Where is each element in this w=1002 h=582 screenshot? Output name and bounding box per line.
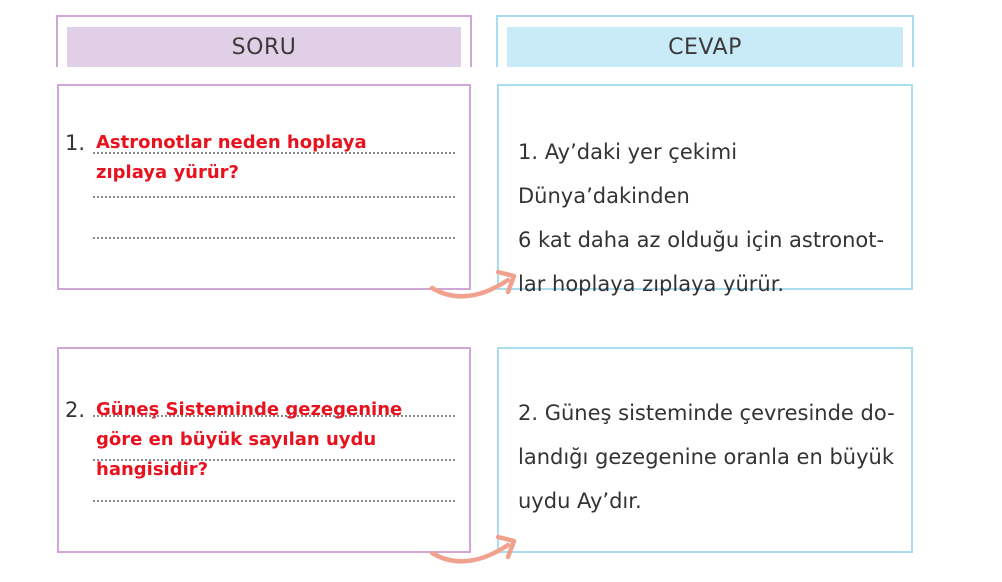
curved-arrow-icon bbox=[428, 262, 528, 307]
question-number: 2. bbox=[65, 398, 86, 422]
dotted-line bbox=[93, 500, 455, 502]
curved-arrow-icon bbox=[428, 527, 528, 572]
answer-line: 1. Ay’daki yer çekimi Dünya’dakinden bbox=[518, 140, 738, 208]
question-line: göre en büyük sayılan uydu bbox=[96, 429, 377, 450]
answer-line: landığı gezegenine oranla en büyük bbox=[518, 445, 894, 469]
dotted-line bbox=[93, 196, 455, 198]
answer-column-header bbox=[496, 15, 914, 67]
answer-card-2 bbox=[497, 347, 913, 553]
answer-line: lar hoplaya zıplaya yürür. bbox=[518, 272, 785, 296]
answer-card-1 bbox=[497, 84, 913, 296]
question-line: Astronotlar neden hoplaya bbox=[96, 132, 367, 153]
question-text bbox=[96, 128, 367, 188]
answer-text bbox=[518, 391, 902, 523]
question-line: Güneş Sisteminde gezegenine bbox=[96, 399, 403, 420]
answer-line: 6 kat daha az olduğu için astronot- bbox=[518, 228, 885, 252]
question-card-2 bbox=[57, 347, 471, 553]
dotted-line bbox=[93, 237, 455, 239]
question-number: 1. bbox=[65, 131, 86, 155]
question-card-1 bbox=[57, 84, 471, 290]
answer-line: uydu Ay’dır. bbox=[518, 489, 642, 513]
question-header-label: SORU bbox=[67, 27, 461, 67]
answer-header-label: CEVAP bbox=[507, 27, 903, 67]
question-text bbox=[96, 395, 402, 485]
answer-line: 2. Güneş sisteminde çevresinde do- bbox=[518, 401, 895, 425]
question-line: zıplaya yürür? bbox=[96, 162, 239, 183]
question-line: hangisidir? bbox=[96, 459, 209, 480]
question-column-header bbox=[56, 15, 472, 67]
answer-text bbox=[518, 130, 902, 306]
